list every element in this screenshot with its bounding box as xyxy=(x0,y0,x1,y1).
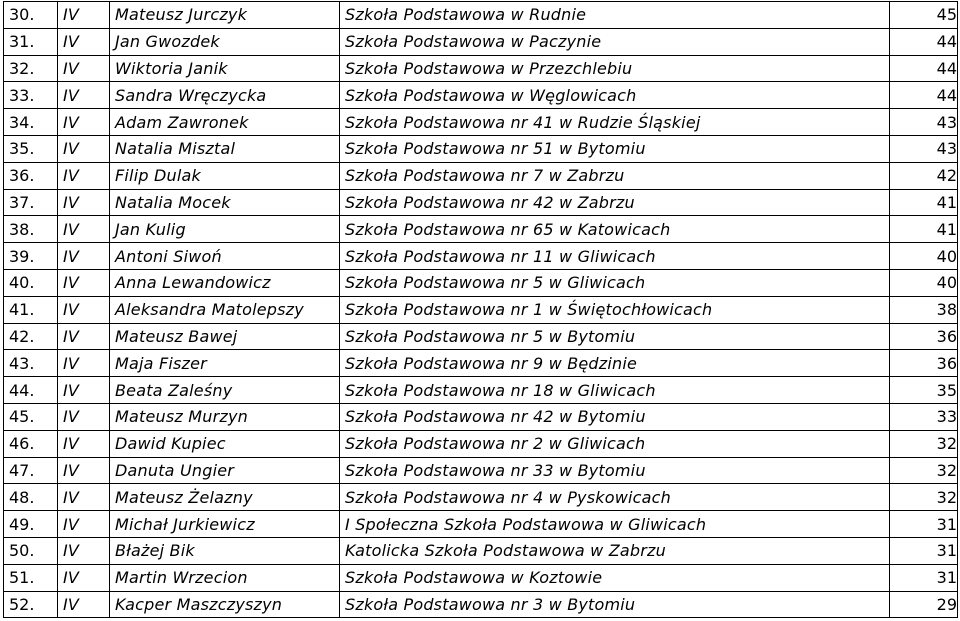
student-name-cell: Mateusz Murzyn xyxy=(110,403,340,430)
score-cell: 32 xyxy=(890,484,958,511)
class-cell: IV xyxy=(58,243,110,270)
school-cell: Szkoła Podstawowa nr 2 w Gliwicach xyxy=(340,430,890,457)
school-cell: Szkoła Podstawowa nr 1 w Świętochłowicach xyxy=(340,296,890,323)
student-name-cell: Mateusz Jurczyk xyxy=(110,2,340,29)
class-cell: IV xyxy=(58,457,110,484)
student-name-cell: Beata Zaleśny xyxy=(110,377,340,404)
table-row xyxy=(4,350,958,377)
student-name-cell: Danuta Ungier xyxy=(110,457,340,484)
score-cell: 32 xyxy=(890,430,958,457)
rank-cell: 34. xyxy=(4,109,58,136)
school-cell: Szkoła Podstawowa nr 7 w Zabrzu xyxy=(340,162,890,189)
school-cell: Szkoła Podstawowa nr 33 w Bytomiu xyxy=(340,457,890,484)
class-cell: IV xyxy=(58,430,110,457)
table-row xyxy=(4,82,958,109)
rank-cell: 40. xyxy=(4,269,58,296)
school-cell: Szkoła Podstawowa nr 18 w Gliwicach xyxy=(340,377,890,404)
class-cell: IV xyxy=(58,484,110,511)
score-cell: 44 xyxy=(890,28,958,55)
rank-cell: 33. xyxy=(4,82,58,109)
score-cell: 41 xyxy=(890,189,958,216)
class-cell: IV xyxy=(58,28,110,55)
table-row xyxy=(4,296,958,323)
rank-cell: 43. xyxy=(4,350,58,377)
school-cell: Szkoła Podstawowa w Rudnie xyxy=(340,2,890,29)
score-cell: 32 xyxy=(890,457,958,484)
student-name-cell: Michał Jurkiewicz xyxy=(110,511,340,538)
score-cell: 31 xyxy=(890,537,958,564)
score-cell: 35 xyxy=(890,377,958,404)
class-cell: IV xyxy=(58,564,110,591)
school-cell: Szkoła Podstawowa nr 11 w Gliwicach xyxy=(340,243,890,270)
school-cell: Szkoła Podstawowa nr 51 w Bytomiu xyxy=(340,135,890,162)
rank-cell: 41. xyxy=(4,296,58,323)
school-cell: Szkoła Podstawowa w Węglowicach xyxy=(340,82,890,109)
table-row xyxy=(4,55,958,82)
class-cell: IV xyxy=(58,162,110,189)
class-cell: IV xyxy=(58,377,110,404)
rank-cell: 31. xyxy=(4,28,58,55)
class-cell: IV xyxy=(58,591,110,618)
school-cell: Szkoła Podstawowa w Przezchlebiu xyxy=(340,55,890,82)
school-cell: Szkoła Podstawowa nr 41 w Rudzie Śląskiej xyxy=(340,109,890,136)
rank-cell: 49. xyxy=(4,511,58,538)
rank-cell: 44. xyxy=(4,377,58,404)
rank-cell: 48. xyxy=(4,484,58,511)
class-cell: IV xyxy=(58,537,110,564)
school-cell: Katolicka Szkoła Podstawowa w Zabrzu xyxy=(340,537,890,564)
school-cell: Szkoła Podstawowa nr 65 w Katowicach xyxy=(340,216,890,243)
student-name-cell: Anna Lewandowicz xyxy=(110,269,340,296)
score-cell: 36 xyxy=(890,350,958,377)
student-name-cell: Mateusz Żelazny xyxy=(110,484,340,511)
class-cell: IV xyxy=(58,2,110,29)
school-cell: Szkoła Podstawowa nr 5 w Gliwicach xyxy=(340,269,890,296)
score-cell: 40 xyxy=(890,269,958,296)
table-row xyxy=(4,430,958,457)
school-cell: Szkoła Podstawowa nr 42 w Bytomiu xyxy=(340,403,890,430)
student-name-cell: Maja Fiszer xyxy=(110,350,340,377)
score-cell: 43 xyxy=(890,109,958,136)
class-cell: IV xyxy=(58,216,110,243)
student-name-cell: Jan Gwozdek xyxy=(110,28,340,55)
table-row xyxy=(4,243,958,270)
school-cell: Szkoła Podstawowa w Koztowie xyxy=(340,564,890,591)
rank-cell: 52. xyxy=(4,591,58,618)
rank-cell: 32. xyxy=(4,55,58,82)
school-cell: Szkoła Podstawowa nr 3 w Bytomiu xyxy=(340,591,890,618)
score-cell: 36 xyxy=(890,323,958,350)
score-cell: 45 xyxy=(890,2,958,29)
rank-cell: 50. xyxy=(4,537,58,564)
student-name-cell: Aleksandra Matolepszy xyxy=(110,296,340,323)
table-row xyxy=(4,511,958,538)
school-cell: Szkoła Podstawowa nr 5 w Bytomiu xyxy=(340,323,890,350)
table-row xyxy=(4,135,958,162)
rank-cell: 46. xyxy=(4,430,58,457)
table-row xyxy=(4,564,958,591)
class-cell: IV xyxy=(58,55,110,82)
table-row xyxy=(4,109,958,136)
table-row xyxy=(4,28,958,55)
school-cell: I Społeczna Szkoła Podstawowa w Gliwicach xyxy=(340,511,890,538)
class-cell: IV xyxy=(58,296,110,323)
score-cell: 43 xyxy=(890,135,958,162)
student-name-cell: Jan Kulig xyxy=(110,216,340,243)
class-cell: IV xyxy=(58,269,110,296)
table-row xyxy=(4,403,958,430)
table-row xyxy=(4,216,958,243)
table-row xyxy=(4,323,958,350)
rank-cell: 39. xyxy=(4,243,58,270)
rank-cell: 35. xyxy=(4,135,58,162)
score-cell: 41 xyxy=(890,216,958,243)
student-name-cell: Mateusz Bawej xyxy=(110,323,340,350)
results-table xyxy=(3,1,958,618)
score-cell: 29 xyxy=(890,591,958,618)
rank-cell: 36. xyxy=(4,162,58,189)
student-name-cell: Dawid Kupiec xyxy=(110,430,340,457)
table-row xyxy=(4,537,958,564)
school-cell: Szkoła Podstawowa nr 4 w Pyskowicach xyxy=(340,484,890,511)
student-name-cell: Adam Zawronek xyxy=(110,109,340,136)
rank-cell: 45. xyxy=(4,403,58,430)
score-cell: 31 xyxy=(890,511,958,538)
score-cell: 31 xyxy=(890,564,958,591)
table-row xyxy=(4,269,958,296)
student-name-cell: Błażej Bik xyxy=(110,537,340,564)
school-cell: Szkoła Podstawowa nr 9 w Będzinie xyxy=(340,350,890,377)
class-cell: IV xyxy=(58,189,110,216)
class-cell: IV xyxy=(58,135,110,162)
rank-cell: 37. xyxy=(4,189,58,216)
student-name-cell: Natalia Mocek xyxy=(110,189,340,216)
rank-cell: 42. xyxy=(4,323,58,350)
class-cell: IV xyxy=(58,403,110,430)
table-row xyxy=(4,484,958,511)
score-cell: 42 xyxy=(890,162,958,189)
table-row xyxy=(4,457,958,484)
student-name-cell: Filip Dulak xyxy=(110,162,340,189)
score-cell: 44 xyxy=(890,82,958,109)
student-name-cell: Antoni Siwoń xyxy=(110,243,340,270)
class-cell: IV xyxy=(58,109,110,136)
rank-cell: 47. xyxy=(4,457,58,484)
table-row xyxy=(4,189,958,216)
score-cell: 40 xyxy=(890,243,958,270)
school-cell: Szkoła Podstawowa w Paczynie xyxy=(340,28,890,55)
student-name-cell: Kacper Maszczyszyn xyxy=(110,591,340,618)
table-row xyxy=(4,2,958,29)
student-name-cell: Natalia Misztal xyxy=(110,135,340,162)
results-table-body xyxy=(4,2,958,618)
rank-cell: 30. xyxy=(4,2,58,29)
class-cell: IV xyxy=(58,511,110,538)
rank-cell: 51. xyxy=(4,564,58,591)
score-cell: 44 xyxy=(890,55,958,82)
table-row xyxy=(4,377,958,404)
class-cell: IV xyxy=(58,350,110,377)
student-name-cell: Martin Wrzecion xyxy=(110,564,340,591)
student-name-cell: Wiktoria Janik xyxy=(110,55,340,82)
table-row xyxy=(4,162,958,189)
student-name-cell: Sandra Wręczycka xyxy=(110,82,340,109)
score-cell: 38 xyxy=(890,296,958,323)
table-row xyxy=(4,591,958,618)
school-cell: Szkoła Podstawowa nr 42 w Zabrzu xyxy=(340,189,890,216)
rank-cell: 38. xyxy=(4,216,58,243)
class-cell: IV xyxy=(58,323,110,350)
class-cell: IV xyxy=(58,82,110,109)
score-cell: 33 xyxy=(890,403,958,430)
